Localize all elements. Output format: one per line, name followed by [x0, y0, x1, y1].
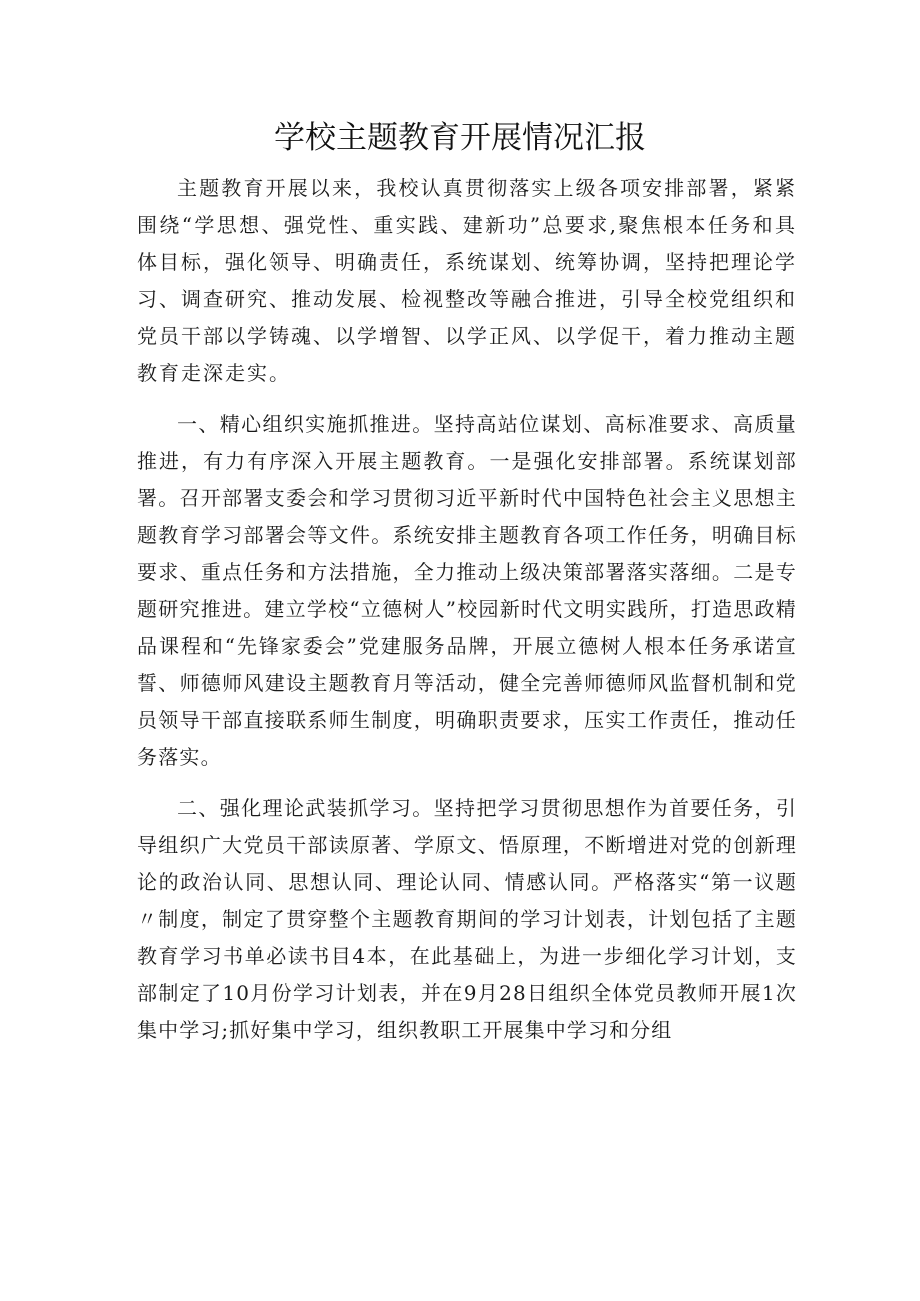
paragraph-section-one: 一、精心组织实施抓推进。坚持高站位谋划、高标准要求、高质量推进，有力有序深入开展主题教育。一是强化安排部署。系统谋划部署。召开部署支委会和学习贯彻习近平新时代中国特色社会主义思想主题教育学习部署会等文件。系统安排主题教育各项工作任务，明确目标要求、重点任务和方法措施，全力推动上级决策部署落实落细。二是专题研究推进。建立学校“立德树人”校园新时代文明实践所，打造思政精品课程和“先锋家委会”党建服务品牌，开展立德树人根本任务承诺宣誓、师德师风建设主题教育月等活动，健全完善师德师风监督机制和党员领导干部直接联系师生制度，明确职责要求，压实工作责任，推动任务落实。: [137, 412, 797, 769]
paragraph-intro: 主题教育开展以来，我校认真贯彻落实上级各项安排部署，紧紧围绕“学思想、强党性、重实践、建新功”总要求,聚焦根本任务和具体目标，强化领导、明确责任，系统谋划、统筹协调，坚持把理论学习、调查研究、推动发展、检视整改等融合推进，引导全校党组织和党员干部以学铸魂、以学增智、以学正风、以学促干，着力推动主题教育走深走实。: [137, 176, 797, 385]
document-title: 学校主题教育开展情况汇报: [274, 120, 646, 156]
document-body: [137, 170, 797, 1063]
paragraph-section-two: 二、强化理论武装抓学习。坚持把学习贯彻思想作为首要任务，引导组织广大党员干部读原著、学原文、悟原理，不断增进对党的创新理论的政治认同、思想认同、理论认同、情感认同。严格落实“第一议题〃制度，制定了贯穿整个主题教育期间的学习计划表，计划包括了主题教育学习书单必读书目4本，在此基础上，为进一步细化学习计划，支部制定了10月份学习计划表，并在9月28日组织全体党员教师开展1次集中学习;抓好集中学习，组织教职工开展集中学习和分组: [137, 796, 797, 1042]
